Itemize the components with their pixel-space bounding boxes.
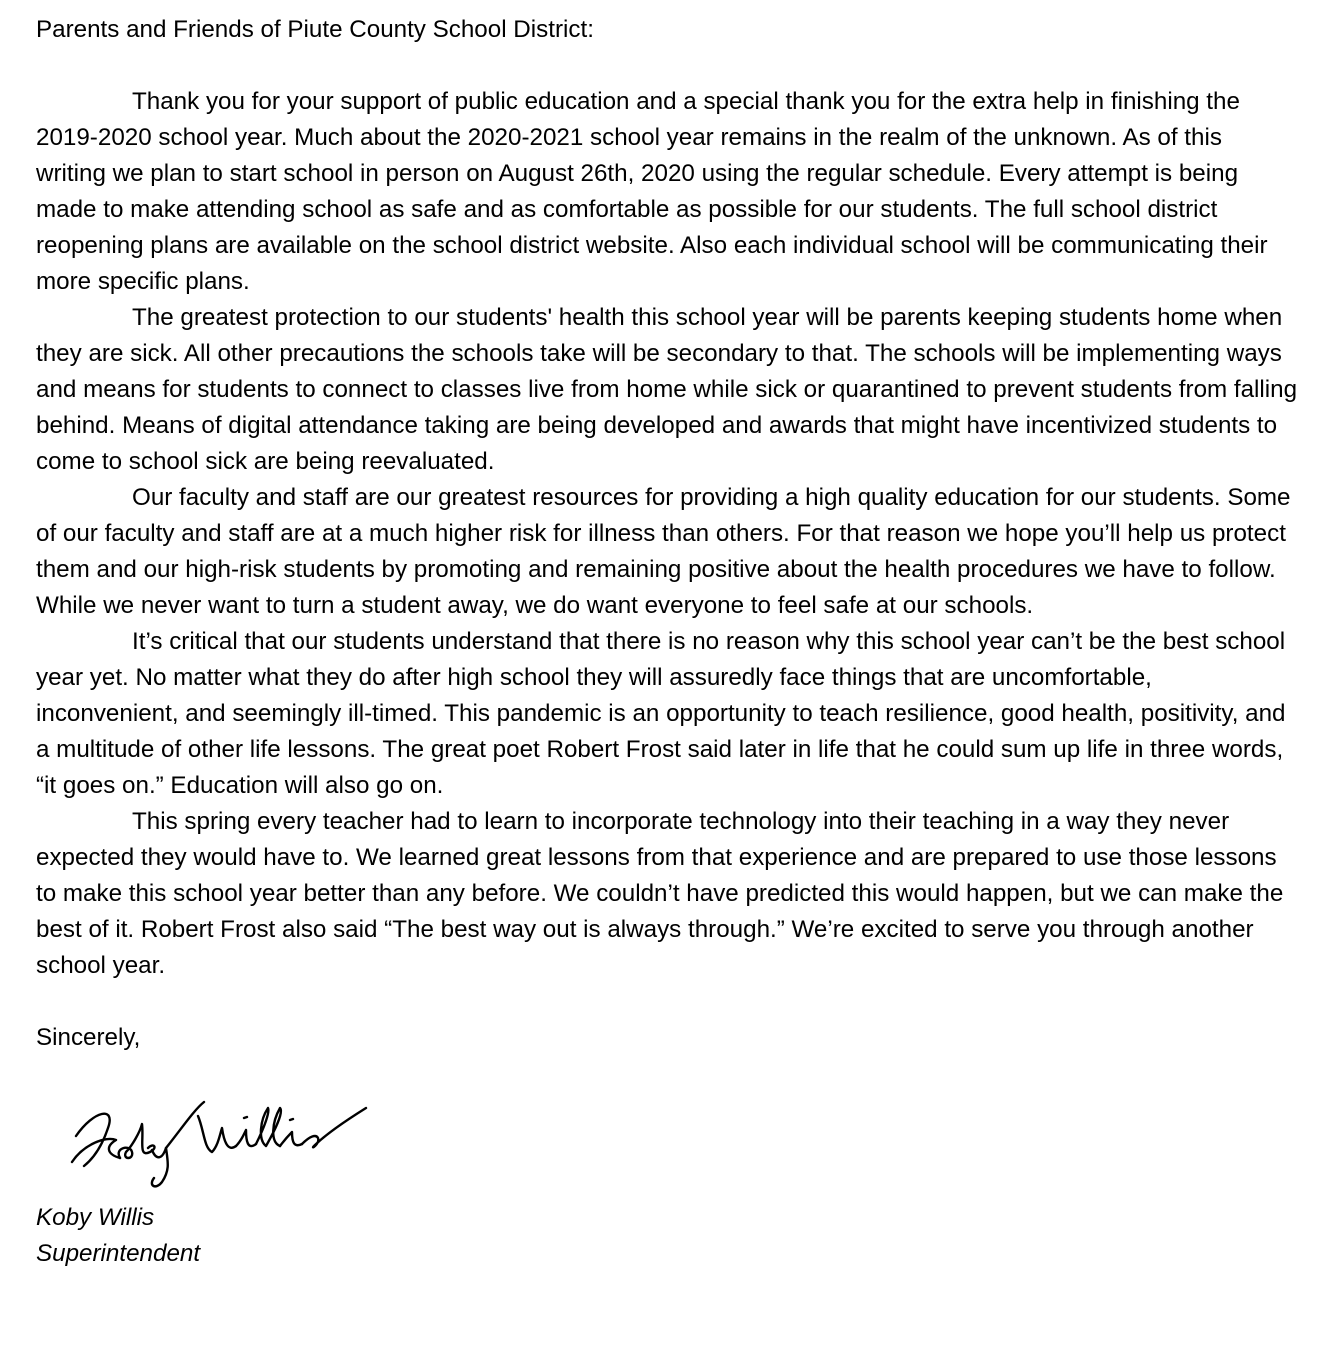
- letter: [36, 12, 1298, 1272]
- signer-title: Superintendent: [36, 1240, 201, 1267]
- handwritten-signature: [54, 1088, 374, 1188]
- salutation: Parents and Friends of Piute County School District:: [36, 16, 594, 43]
- body-paragraph-1: Thank you for your support of public education and a special thank you for the extra help in finishing the 2019-2020 school year. Much about the 2020-2021 school year remains in the realm of the unknown. As of this writing we plan to start school in person on August 26th, 2020 using the regular schedule. Every attempt is being made to make attending school as safe and as comfortable as possible for our students. The full school district reopening plans are available on the school district website. Also each individual school will be communicating their more specific plans.: [36, 88, 1268, 295]
- signer-name: Koby Willis: [36, 1204, 155, 1231]
- body-paragraph-4: It’s critical that our students understand that there is no reason why this school year can’t be the best school year yet. No matter what they do after high school they will assuredly face things that are uncomfortable, inconvenient, and seemingly ill-timed. This pandemic is an opportunity to teach resilience, good health, positivity, and a multitude of other life lessons. The great poet Robert Frost said later in life that he could sum up life in three words, “it goes on.” Education will also go on.: [36, 628, 1286, 799]
- body-paragraph-3: Our faculty and staff are our greatest resources for providing a high quality education for our students. Some of our faculty and staff are at a much higher risk for illness than others. For that reason we hope you’ll help us protect them and our high-risk students by promoting and remaining positive about the health procedures we have to follow. While we never want to turn a student away, we do want everyone to feel safe at our schools.: [36, 484, 1291, 619]
- body-paragraph-5: This spring every teacher had to learn to incorporate technology into their teaching in a way they never expected they would have to. We learned great lessons from that experience and are prepared to use those lessons to make this school year better than any before. We couldn’t have predicted this would happen, but we can make the best of it. Robert Frost also said “The best way out is always through.” We’re excited to serve you through another school year.: [36, 808, 1284, 979]
- body-paragraph-2: The greatest protection to our students' health this school year will be parents keeping students home when they are sick. All other precautions the schools take will be secondary to that. The schools will be implementing ways and means for students to connect to classes live from home while sick or quarantined to prevent students from falling behind. Means of digital attendance taking are being developed and awards that might have incentivized students to come to school sick are being reevaluated.: [36, 304, 1298, 475]
- closing: Sincerely,: [36, 1024, 141, 1051]
